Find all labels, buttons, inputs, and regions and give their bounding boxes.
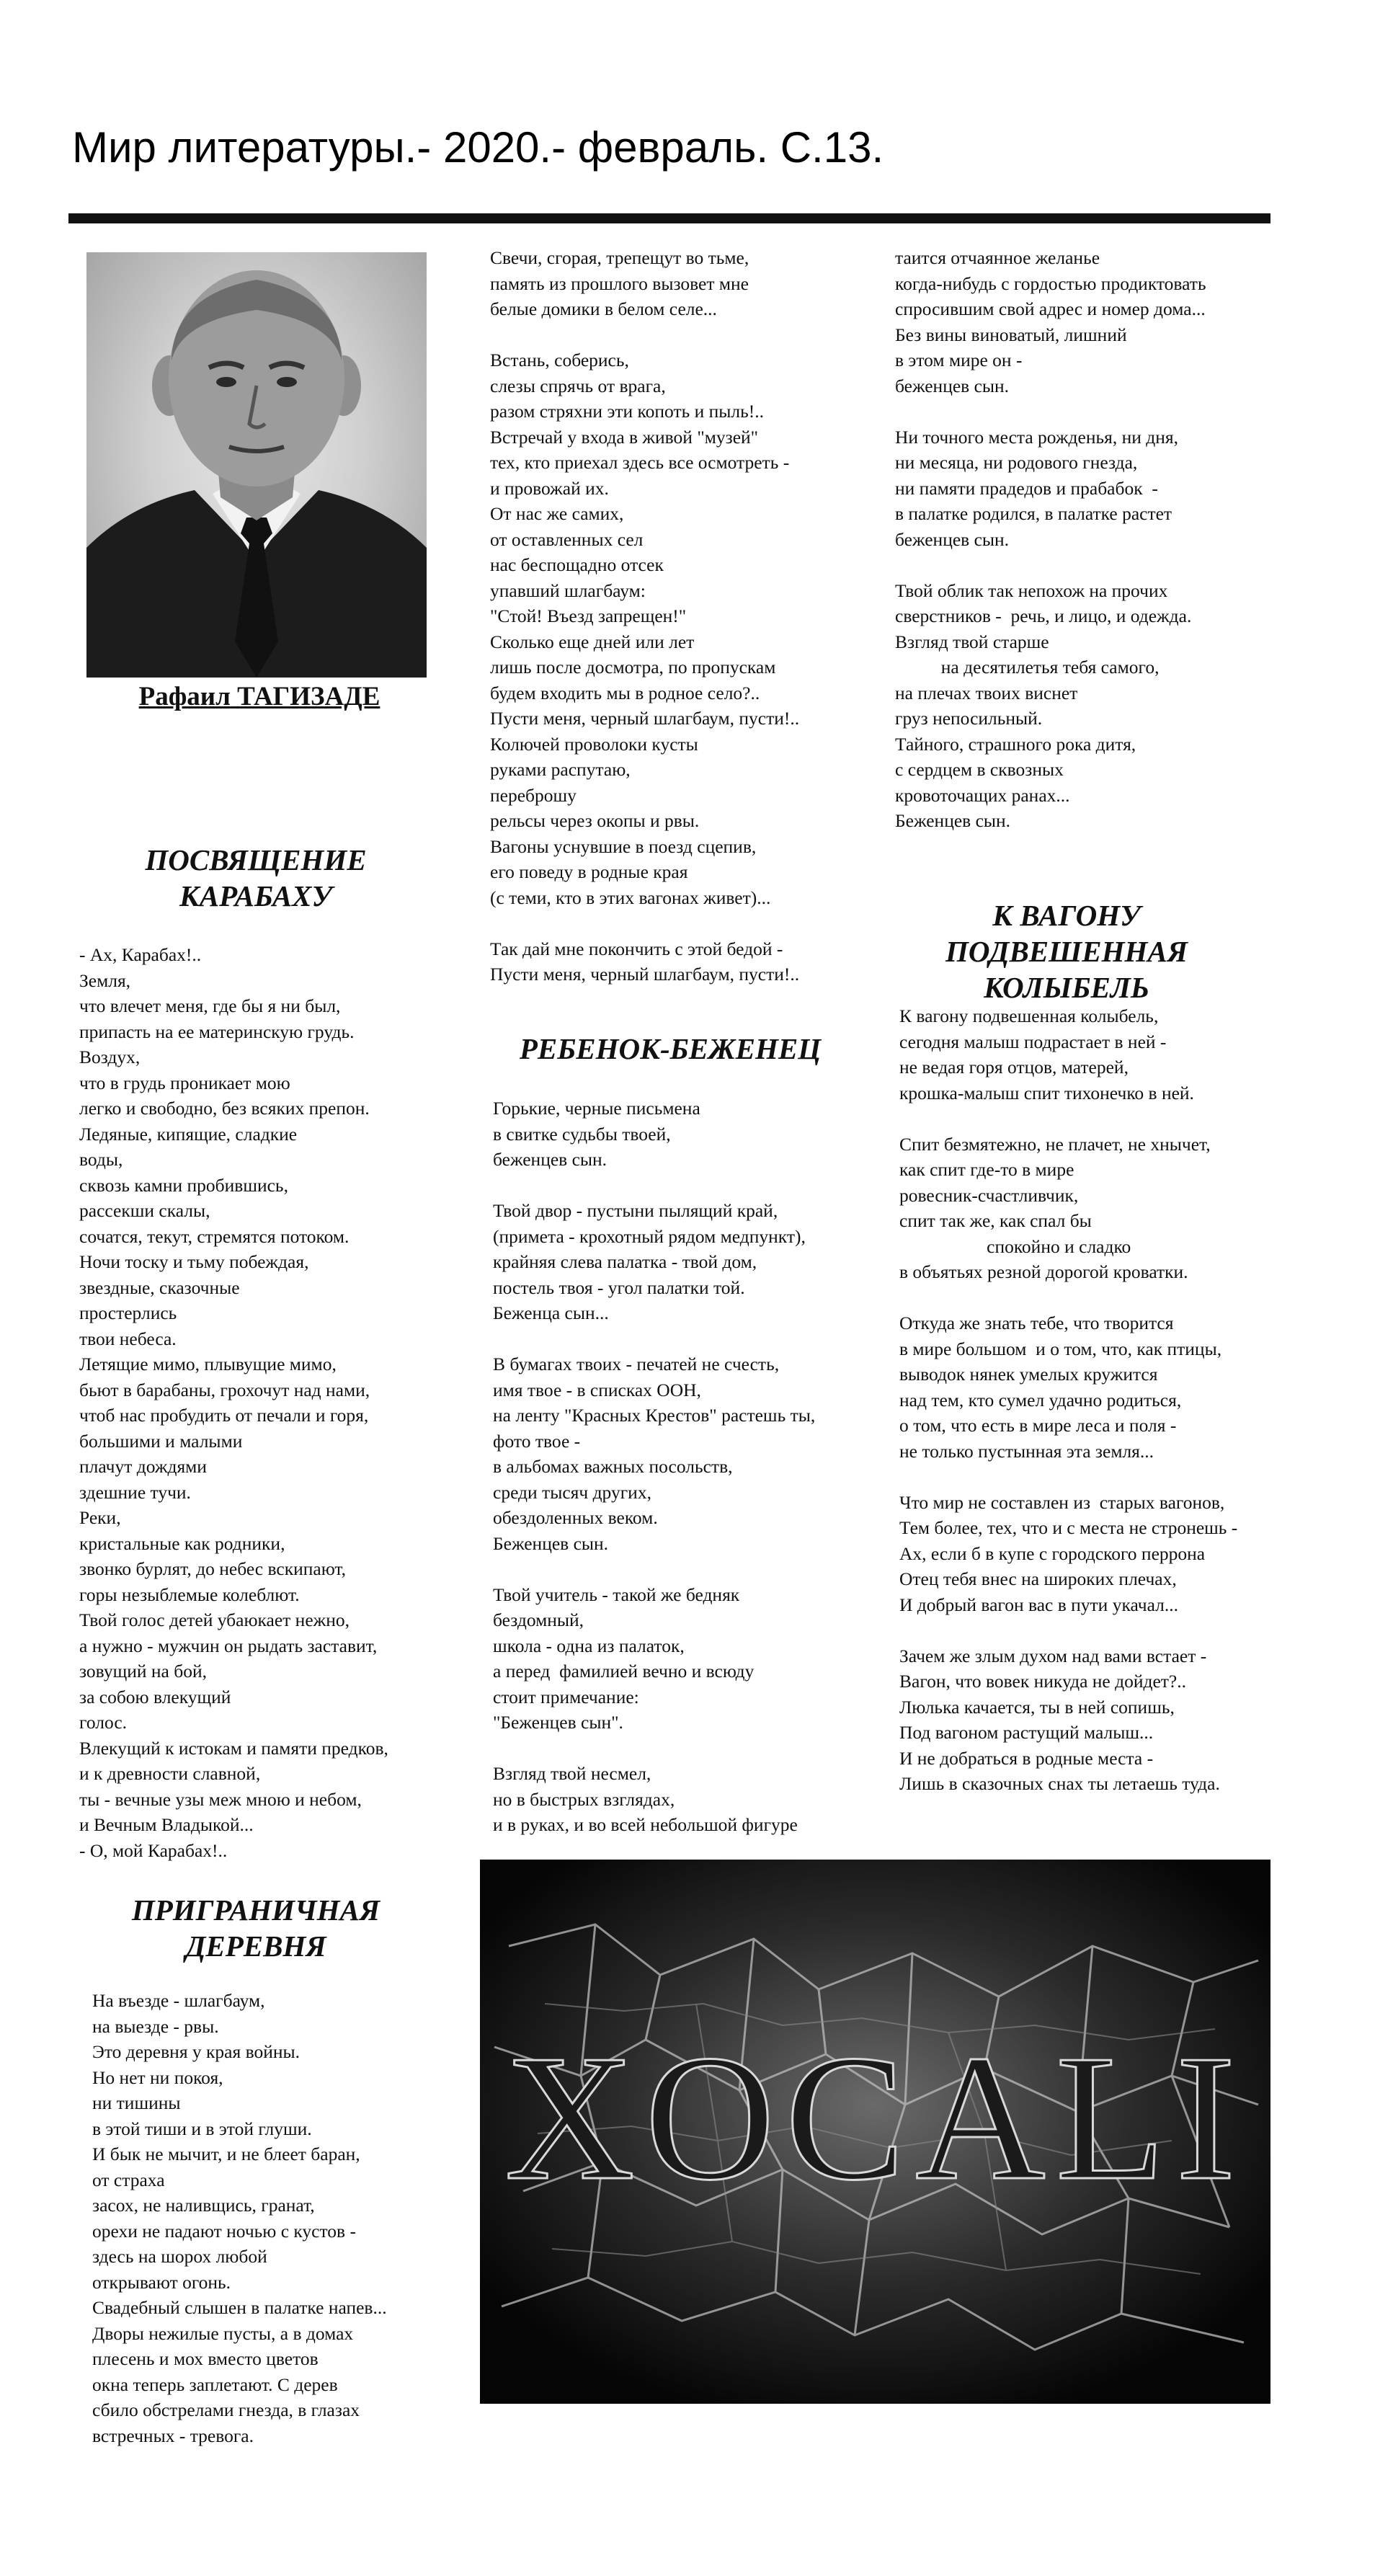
poem-title-cradle: К ВАГОНУ ПОДВЕШЕННАЯ КОЛЫБЕЛЬ	[945, 899, 1188, 1004]
xocali-title-text: XOCALI	[504, 2018, 1246, 2218]
poem-title-karabakh: ПОСВЯЩЕНИЕ КАРАБАХУ	[145, 843, 367, 912]
poem-title-refugee-child: РЕБЕНОК-БЕЖЕНЕЦ	[519, 1032, 822, 1065]
poem-text-refugee-child: Горькие, черные письмена в свитке судьбы твоей, беженцев сын. Твой двор - пустыни пылящий край, (примета - крохотный рядом медпункт), крайняя слева палатка - твой дом, постель твоя - угол палатки той. Беженца сын... В бумагах твоих - печатей не счесть, имя твое - в списках ООН, на ленту "Красных Крестов" растешь ты, фото твое - в альбомах важных посольств, среди тысяч других, обездоленных веком. Беженцев сын. Твой учитель - такой же бедняк бездомный, школа - одна из палаток, а перед фамилией вечно и всюду стоит примечание: "Беженцев сын". Взгляд твой несмел, но в быстрых взглядах, и в руках, и во всей небольшой фигуре	[493, 1098, 816, 1835]
poem-text-border-village: На въезде - шлагбаум, на выезде - рвы. Это деревня у края войны. Но нет ни покоя, ни тишины в этой тиши и в этой глуши. И бык не мычит, и не блеет баран, от страха засох, не наливщись, гранат, орехи не падают ночью с кустов - здесь на шорох любой открывают огонь. Свадебный слышен в палатке напев... Дворы нежилые пусты, а в домах плесень и мох вместо цветов окна теперь заплетают. С дерев сбило обстрелами гнезда, в глазах встречных - тревога.	[92, 1990, 387, 2446]
poem-text-cradle: К вагону подвешенная колыбель, сегодня малыш подрастает в ней - не ведая горя отцов, матерей, крошка-малыш спит тихонечко в ней. Спит безмятежно, не плачет, не хнычет, как спит где-то в мире ровесник-счастливчик, спит так же, как спал бы спокойно и сладко в объятьях резной дорогой кроватки. Откуда же знать тебе, что творится в мире большом и о том, что, как птицы, выводок нянек умелых кружится над тем, кто сумел удачно родиться, о том, что есть в мире леса и поля - не только пустынная эта земля... Что мир не составлен из старых вагонов, Тем более, тех, что и с места не стронешь - Ах, если б в купе с городского перрона Отец тебя внес на широких плечах, И добрый вагон вас в пути укачал... Зачем же злым духом над вами встает - Вагон, что вовек никуда не дойдет?.. Люлька качается, ты в ней сопишь, Под вагоном растущий малыш... И не добраться в родные места - Лишь в сказочных снах ты летаешь туда.	[899, 1005, 1238, 1794]
xocali-illustration	[480, 1860, 1270, 2404]
poem-text-refugee-child-continued: таится отчаянное желанье когда-нибудь с гордостью продиктовать спросившим свой адрес и номер дома... Без вины виноватый, лишний в этом мире он - беженцев сын. Ни точного места рожденья, ни дня, ни месяца, ни родового гнезда, ни памяти прадедов и прабабок - в палатке родился, в палатке растет беженцев сын. Твой облик так непохож на прочих сверстников - речь, и лицо, и одежда. Взгляд твой старше на десятилетья тебя самого, на плечах твоих виснет груз непосильный. Тайного, страшного рока дитя, с сердцем в сквозных кровоточащих ранах... Беженцев сын.	[895, 247, 1206, 831]
poem-text-continued-middle: Свечи, сгорая, трепещут во тьме, память из прошлого вызовет мне белые домики в белом селе... Встань, соберись, слезы спрячь от врага, разом стряхни эти копоть и пыль!.. Встречай у входа в живой "музей" тех, кто приехал здесь все осмотреть - и провожай их. От нас же самих, от оставленных сел нас беспощадно отсек упавший шлагбаум: "Стой! Въезд запрещен!" Сколько еще дней или лет лишь после досмотра, по пропускам будем входить мы в родное село?.. Пусти меня, черный шлагбаум, пусти!.. Колючей проволоки кусты руками распутаю, переброшу рельсы через окопы и рвы. Вагоны уснувшие в поезд сцепив, его поведу в родные края (с теми, кто в этих вагонах живет)... Так дай мне покончить с этой бедой - Пусти меня, черный шлагбаум, пусти!..	[490, 247, 800, 985]
author-photo	[86, 252, 427, 678]
header-divider	[68, 213, 1270, 223]
poem-title-border-village: ПРИГРАНИЧНАЯ ДЕРЕВНЯ	[131, 1893, 380, 1963]
poem-text-karabakh: - Ах, Карабах!.. Земля, что влечет меня, где бы я ни был, припасть на ее материнскую грудь. Воздух, что в грудь проникает мою легко и свободно, без всяких препон. Ледяные, кипящие, сладкие воды, сквозь камни пробившись, рассекши скалы, сочатся, текут, стремятся потоком. Ночи тоску и тьму побеждая, звездные, сказочные простерлись твои небеса. Летящие мимо, плывущие мимо, бьют в барабаны, грохочут над нами, чтоб нас пробудить от печали и горя, большими и малыми плачут дождями здешние тучи. Реки, кристальные как родники, звонко бурлят, до небес вскипают, горы незыблемые колеблют. Твой голос детей убаюкает нежно, а нужно - мужчин он рыдать заставит, зовущий на бой, за собою влекущий голос. Влекущий к истокам и памяти предков, и к древности славной, ты - вечные узы меж мною и небом, и Вечным Владыкой... - О, мой Карабах!..	[79, 944, 388, 1861]
page-header-title: Мир литературы.- 2020.- февраль. С.13.	[72, 123, 884, 172]
author-name: Рафаил ТАГИЗАДЕ	[138, 682, 380, 711]
